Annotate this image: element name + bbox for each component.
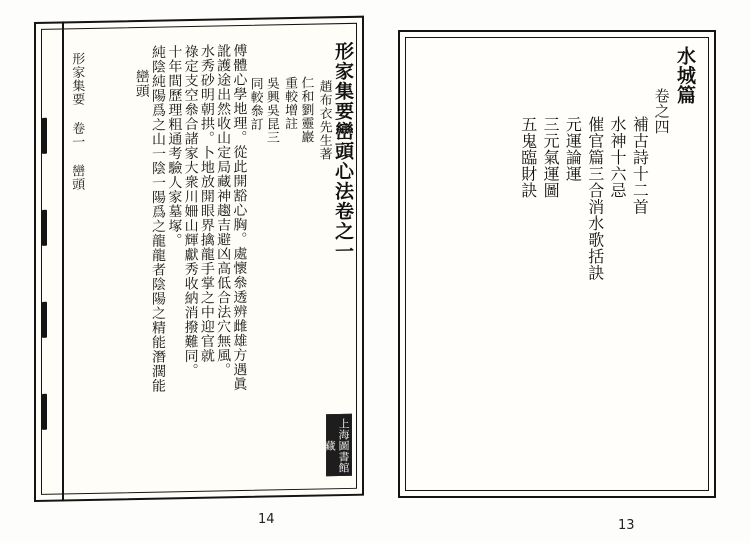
toc-entry: 催官篇三合消水歌括訣 [585,116,605,281]
toc-entry: 水神十六忌 [608,116,628,199]
library-seal: 上海圖書館藏 [326,414,352,476]
body-column: 訛護途出然收山定局藏神趨吉避凶高低合法穴無風。 [215,43,232,378]
editor-role: 重較增註 [282,76,298,131]
page-number-left: 14 [258,512,275,527]
toc-entry: 三元氣運圖 [541,116,561,199]
editor-name: 吳興吳昆三 [263,76,279,145]
body-column: 祿定支空叅合諸家大衆川姍山輝獻秀收納消撥難同。 [182,44,199,378]
editor-name: 仁和劉靈巖 [298,75,314,144]
body-column: 傅體心學地理。從此開豁心胸。處懷叅透辨雌雄方遇眞 [231,43,248,392]
right-page-columns [414,46,700,482]
body-column: 水秀砂明朝拱。卜地放開眼界擒龍手掌之中迎官就 [198,43,215,364]
left-page-leaf [34,22,364,502]
book-title: 形家集要巒頭心法卷之一 [332,41,354,262]
body-column: 純陰純陽爲之山一陰一陽爲之龍龍者陰陽之精能潛濶能 [150,44,167,393]
editor-block-2 [248,76,281,144]
volume-label: 卷之四 [652,88,671,135]
toc-entry: 五鬼臨財訣 [518,116,538,199]
left-page-columns [96,35,354,492]
page-number-right: 13 [618,518,635,533]
spine-label: 形家集要 卷一 巒頭 [69,51,85,192]
toc-entry: 補古詩十二首 [630,116,650,215]
spine-binding-marks [42,118,56,486]
editor-role: 同較叅訂 [247,76,263,132]
section-title: 水城篇 [674,46,696,105]
author-attribution: 趙布衣先生著 [316,79,332,161]
toc-entry: 元運論運 [563,116,583,182]
body-column: 十年間歷理粗通考驗人家墓塚。 [166,44,183,248]
editor-block-1 [283,76,316,144]
book-spine [34,21,64,502]
right-page-leaf [398,30,716,498]
body-column-subheading: 巒頭 [133,68,150,99]
